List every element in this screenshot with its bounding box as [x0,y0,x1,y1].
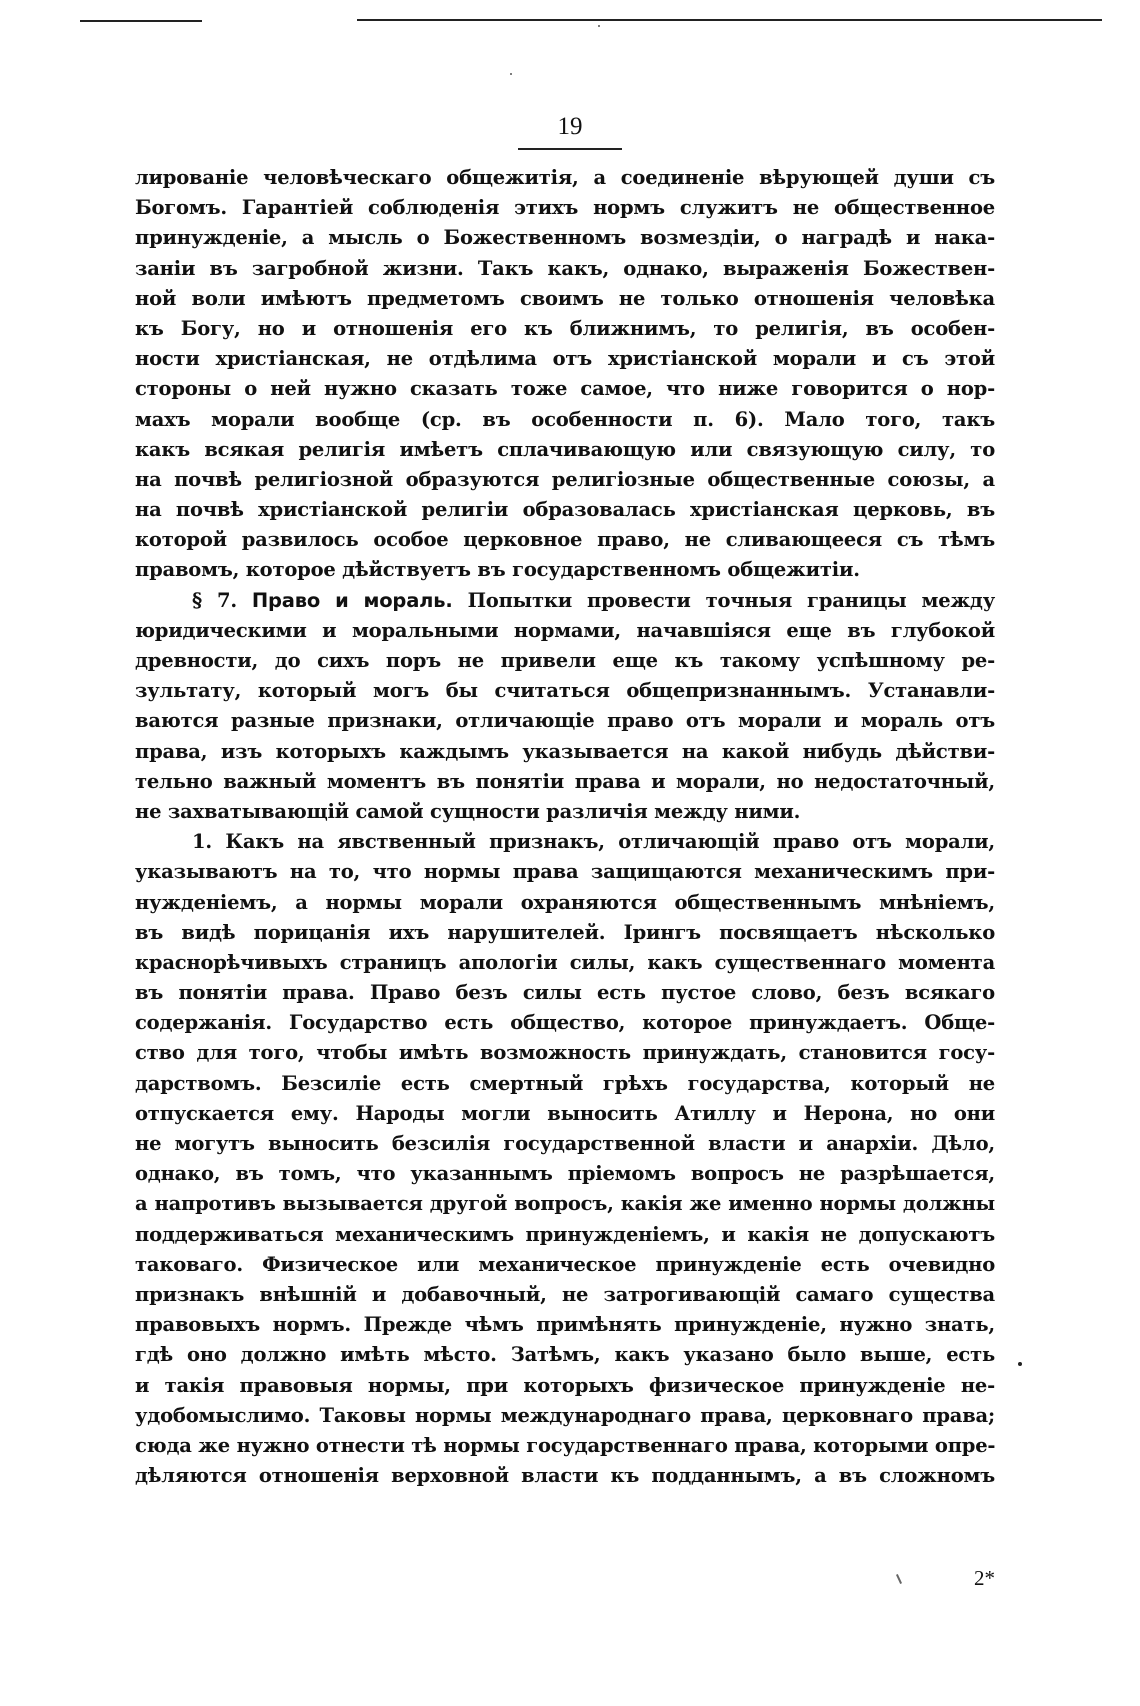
text-line: и такія правовыя нормы, при которыхъ физическое принужденіе не- [135,1373,995,1397]
text-line: поддерживаться механическимъ принужденіемъ, и какія не допускаютъ [135,1222,995,1246]
text-line: заніи въ загробной жизни. Такъ какъ, однако, выраженія Божествен- [135,256,995,280]
page-number: 19 [557,113,583,140]
print-speck [1018,1362,1022,1366]
text-line: какъ всякая религія имѣетъ сплачивающую или связующую силу, то [135,437,995,461]
section-7-paragraph [135,586,995,828]
body-text [135,163,995,1491]
text-line: юридическими и моральными нормами, начавшіяся еще въ глубокой [135,618,995,642]
text-line: нужденіемъ, а нормы морали охраняются общественнымъ мнѣніемъ, [135,890,995,914]
text-line: зультату, который могъ бы считаться общепризнаннымъ. Устанавли- [135,679,995,703]
print-speck [510,73,512,75]
print-tick [896,1574,902,1584]
text-line: принужденіе, а мысль о Божественномъ возмездіи, о наградѣ и нака- [135,226,995,250]
text-line: правовыхъ нормъ. Прежде чѣмъ примѣнять принужденіе, нужно знать, [135,1313,995,1337]
text-line: ной воли имѣютъ предметомъ своимъ не только отношенія человѣка [135,286,995,310]
top-rule-left [80,20,202,22]
text-line: къ Богу, но и отношенія его къ ближнимъ, то религія, въ особен- [135,316,995,340]
text-line: не захватывающій самой сущности различія между ними. [135,799,801,823]
page-number-rule [518,148,622,150]
text-line: ваются разные признаки, отличающіе право отъ морали и мораль отъ [135,709,995,733]
text-line: на почвѣ религіозной образуются религіозные общественные союзы, а [135,467,995,491]
text-line: Богомъ. Гарантіей соблюденія этихъ нормъ служитъ не общественное [135,196,995,220]
section-first-line [135,586,995,616]
text-line: въ видѣ порицанія ихъ нарушителей. Ірингъ посвящаетъ нѣсколько [135,920,995,944]
text-line: указываютъ на то, что нормы права защищаются механическимъ при- [135,860,995,884]
text-line: содержанія. Государство есть общество, которое принуждаетъ. Обще- [135,1011,995,1035]
text-line: древности, до сихъ поръ не привели еще къ такому успѣшному ре- [135,649,995,672]
text-line: удобомыслимо. Таковы нормы международнаго права, церковнаго права; [135,1403,995,1427]
text-line: права, изъ которыхъ каждымъ указывается на какой нибудь дѣйстви- [135,739,995,763]
text-line: тельно важный моментъ въ понятіи права и морали, но недостаточный, [135,769,995,793]
paragraph-continued [135,163,995,586]
section-heading: Право и мораль. [251,588,453,612]
top-rule-right [357,19,1102,21]
print-speck [598,25,600,27]
text-line: краснорѣчивыхъ страницъ апологіи силы, какъ существеннаго момента [135,950,995,974]
text-line: въ понятіи права. Право безъ силы есть пустое слово, безъ всякаго [135,981,995,1005]
section-first-line-text: Попытки провести точныя границы между [467,588,996,612]
text-line: ности христіанская, не отдѣлима отъ христіанской морали и съ этой [135,347,995,371]
text-line: правомъ, которое дѣйствуетъ въ государственномъ общежитіи. [135,558,860,582]
text-line: дарствомъ. Безсиліе есть смертный грѣхъ государства, который не [135,1071,995,1095]
text-line: сюда же нужно отнести тѣ нормы государственнаго права, которыми опре- [135,1433,996,1457]
signature-mark: 2* [974,1566,995,1590]
text-line: гдѣ оно должно имѣть мѣсто. Затѣмъ, какъ указано было выше, есть [135,1343,995,1367]
text-line: махъ морали вообще (ср. въ особенности п. 6). Мало того, такъ [135,407,995,431]
text-line: стороны о ней нужно сказать тоже самое, что ниже говорится о нор- [135,377,995,401]
section-number: § 7. [192,588,237,612]
text-line: на почвѣ христіанской религіи образовалась христіанская церковь, въ [135,498,995,522]
text-line: лированіе человѣческаго общежитія, а соединеніе вѣрующей души съ [135,166,995,189]
text-line: однако, въ томъ, что указаннымъ пріемомъ вопросъ не разрѣшается, [135,1162,995,1186]
text-line: ство для того, чтобы имѣть возможность принуждать, становится госу- [135,1041,995,1065]
text-line: отпускается ему. Народы могли выносить Атиллу и Нерона, но они [135,1101,995,1125]
text-line: таковаго. Физическое или механическое принужденіе есть очевидно [135,1252,995,1276]
text-line: 1. Какъ на явственный признакъ, отличающій право отъ морали, [192,830,995,854]
text-line: признакъ внѣшній и добавочный, не затрогивающій самаго существа [135,1282,995,1306]
text-line: а напротивъ вызывается другой вопросъ, какія же именно нормы должны [135,1192,995,1216]
text-line: дѣляются отношенія верховной власти къ подданнымъ, а въ сложномъ [135,1464,995,1488]
text-line: которой развилось особое церковное право, не сливающееся съ тѣмъ [135,528,995,552]
text-line: не могутъ выносить безсилія государственной власти и анархіи. Дѣло, [135,1132,995,1155]
point-1-paragraph [135,827,995,1491]
